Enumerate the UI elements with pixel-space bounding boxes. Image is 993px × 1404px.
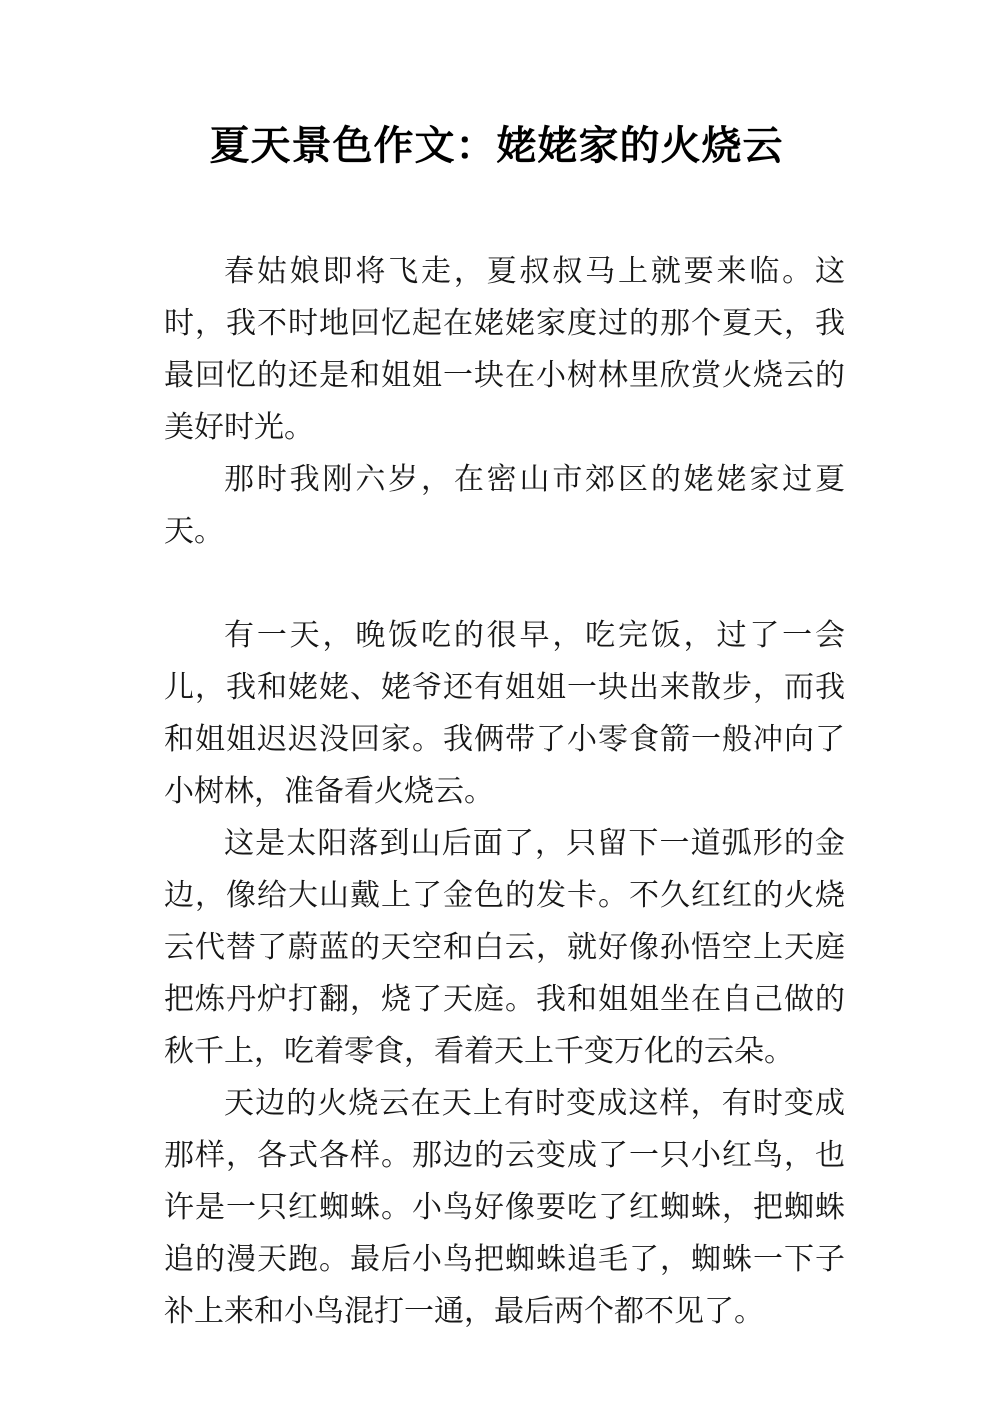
essay-paragraph: 有一天，晚饭吃的很早，吃完饭，过了一会儿，我和姥姥、姥爷还有姐姐一块出来散步，而我和姐姐迟迟没回家。我俩带了小零食箭一般冲向了小树林，准备看火烧云。 <box>164 619 845 808</box>
essay-paragraph: 春姑娘即将飞走，夏叔叔马上就要来临。这时，我不时地回忆起在姥姥家度过的那个夏天，我最回忆的还是和姐姐一块在小树林里欣赏火烧云的美好时光。 <box>164 255 845 444</box>
essay-paragraph: 那时我刚六岁，在密山市郊区的姥姥家过夏天。 <box>164 463 845 548</box>
essay-body <box>164 246 845 1338</box>
essay-title: 夏天景色作文：姥姥家的火烧云 <box>209 124 784 168</box>
essay-paragraph: 这是太阳落到山后面了，只留下一道弧形的金边，像给大山戴上了金色的发卡。不久红红的火烧云代替了蔚蓝的天空和白云，就好像孙悟空上天庭把炼丹炉打翻，烧了天庭。我和姐姐坐在自己做的秋千上，吃着零食，看着天上千变万化的云朵。 <box>164 827 845 1068</box>
essay-paragraph: 天边的火烧云在天上有时变成这样，有时变成那样，各式各样。那边的云变成了一只小红鸟，也许是一只红蜘蛛。小鸟好像要吃了红蜘蛛，把蜘蛛追的漫天跑。最后小鸟把蜘蛛追毛了，蜘蛛一下子补上来和小鸟混打一通，最后两个都不见了。 <box>164 1087 845 1328</box>
blank-line-spacer <box>164 558 845 610</box>
